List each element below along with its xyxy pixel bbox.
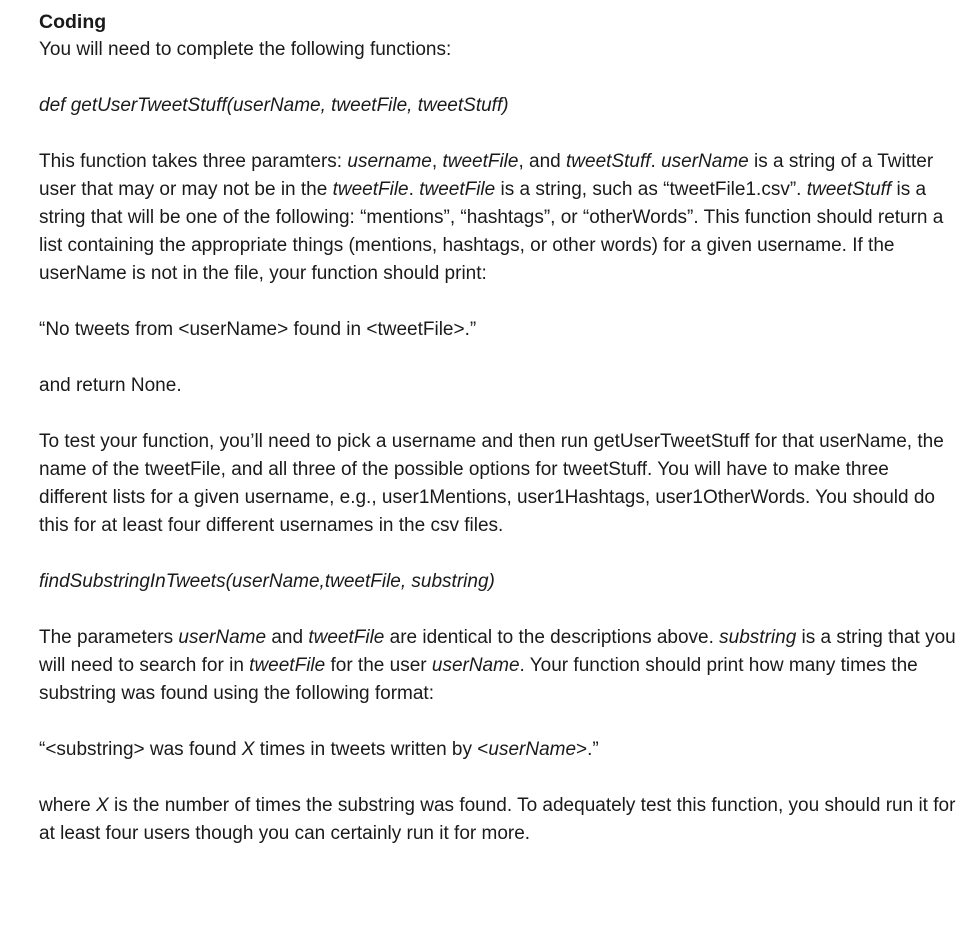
intro-text: You will need to complete the following functions:	[39, 39, 452, 60]
spacer	[39, 764, 959, 792]
text-run: for the user	[325, 655, 432, 676]
func2-description	[39, 624, 959, 708]
document-body	[39, 8, 959, 848]
spacer	[39, 344, 959, 372]
func2-testing-instructions	[39, 792, 959, 848]
text-run: where	[39, 795, 97, 816]
text-run: This function takes three paramters:	[39, 151, 348, 172]
italic-run: tweetFile	[419, 179, 496, 200]
func1-return-note: and return None.	[39, 375, 182, 396]
section-heading: Coding	[39, 11, 107, 33]
italic-run: tweetFile	[442, 151, 519, 172]
text-run: >.”	[576, 739, 599, 760]
italic-run: userName	[661, 151, 749, 172]
text-run: , and	[518, 151, 567, 172]
italic-run: X	[96, 795, 109, 816]
text-run: The parameters	[39, 627, 179, 648]
spacer	[39, 708, 959, 736]
text-run: is a string that you will need to search for in	[39, 627, 956, 676]
function-signature-get-user-tweet-stuff: def getUserTweetStuff(userName, tweetFile, tweetStuff)	[39, 95, 509, 116]
text-run: .	[408, 179, 420, 200]
func1-not-found-message: “No tweets from <userName> found in <tweetFile>.”	[39, 319, 477, 340]
text-run: is a string that will be one of the following: “mentions”, “hashtags”, or “otherWords”. This function should return a list containing the appropriate things (mentions, hashtags, or other words) for a given username. If the userName is not in the file, your function should print:	[39, 179, 944, 284]
func1-description	[39, 148, 959, 288]
italic-run: tweetStuff	[566, 151, 651, 172]
italic-run: X	[241, 739, 255, 760]
text-run: is a string, such as “tweetFile1.csv”.	[495, 179, 807, 200]
text-run: and	[266, 627, 309, 648]
spacer	[39, 540, 959, 568]
text-run: . Your function should print how many times the substring was found using the following format:	[39, 655, 918, 704]
italic-run: tweetFile	[308, 627, 385, 648]
func1-testing-instructions: To test your function, you’ll need to pick a username and then run getUserTweetStuff for that userName, the name of the tweetFile, and all three of the possible options for tweetStuff. You will have to make three different lists for a given username, e.g., user1Mentions, user1Hashtags, user1OtherWords. You should do this for at least four different usernames in the csv files.	[39, 431, 944, 536]
spacer	[39, 400, 959, 428]
text-run: are identical to the descriptions above.	[384, 627, 720, 648]
spacer	[39, 120, 959, 148]
func2-output-format	[39, 736, 959, 764]
italic-run: userName	[431, 655, 520, 676]
spacer	[39, 64, 959, 92]
text-run: .	[650, 151, 662, 172]
text-run: “<substring> was found	[39, 739, 242, 760]
function-signature-find-substring-in-tweets: findSubstringInTweets(userName,tweetFile, substring)	[39, 571, 495, 592]
italic-run: substring	[719, 627, 797, 648]
text-run: is the number of times the substring was found. To adequately test this function, you should run it for at least four users though you can certainly run it for more.	[39, 795, 956, 844]
italic-run: userName	[178, 627, 267, 648]
italic-run: username	[347, 151, 432, 172]
text-run: times in tweets written by <	[254, 739, 489, 760]
spacer	[39, 288, 959, 316]
spacer	[39, 596, 959, 624]
italic-run: userName	[488, 739, 577, 760]
text-run: ,	[431, 151, 443, 172]
italic-run: tweetStuff	[806, 179, 892, 200]
italic-run: tweetFile	[249, 655, 326, 676]
italic-run: tweetFile	[332, 179, 409, 200]
text-run: is a string of a Twitter user that may or may not be in the	[39, 151, 934, 200]
